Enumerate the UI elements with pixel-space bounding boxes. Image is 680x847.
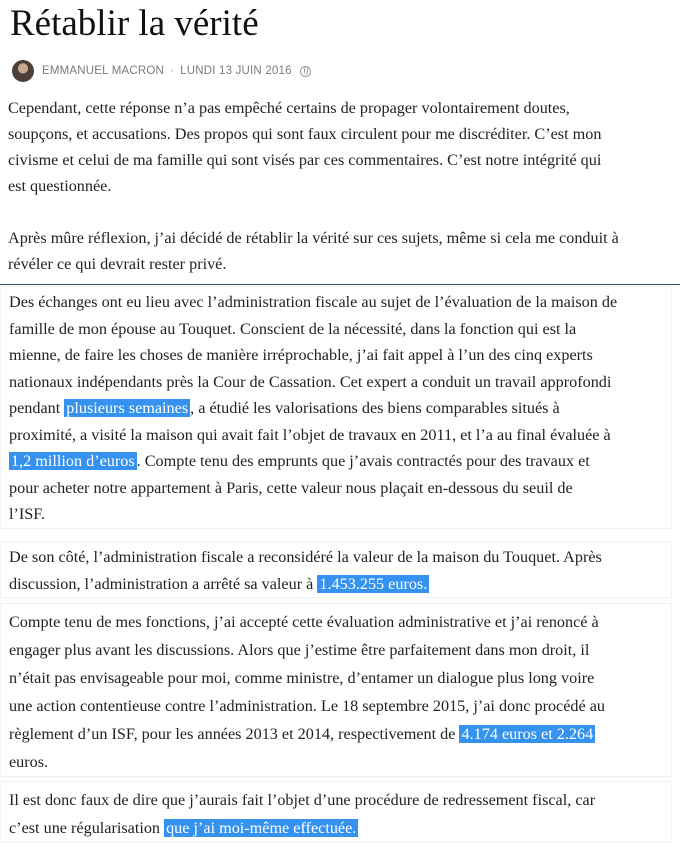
text-fragment: pendant: [9, 399, 65, 417]
highlight-self-regularisation[interactable]: que j’ai moi-même effectuée.: [166, 819, 357, 837]
text-line: est questionnée.: [8, 177, 112, 195]
text-line: Cependant, cette réponse n’a pas empêché certains de propager volontairement doutes,: [8, 99, 570, 117]
text-line: [9, 720, 663, 748]
text-line: proximité, a visité la maison qui avait fait l’objet de travaux en 2011, et l’a au final évaluée à: [9, 425, 611, 444]
text-fragment: c’est une régularisation: [9, 819, 165, 837]
author-name[interactable]: EMMANUEL MACRON: [42, 65, 165, 77]
text-line: euros.: [9, 753, 49, 771]
text-line: De son côté, l’administration fiscale a reconsidéré la valeur de la maison du Touquet. Après: [9, 548, 602, 566]
text-line: Après mûre réflexion, j’ai décidé de rétablir la vérité sur ces sujets, même si cela me conduit à: [8, 229, 619, 247]
payment-paragraph: [0, 603, 672, 777]
paragraph-gap: [8, 199, 666, 225]
highlight-valuation[interactable]: 1,2 million d’euros: [11, 452, 135, 470]
valuation-paragraph: [0, 286, 672, 529]
globe-icon: [300, 66, 311, 77]
administration-paragraph: [0, 541, 672, 598]
text-line: soupçons, et accusations. Des propos qui sont faux circulent pour me discréditer. C’est mon: [8, 125, 602, 143]
text-fragment: , a étudié les valorisations des biens comparables situés à: [190, 399, 560, 417]
highlight-isf-amounts[interactable]: 4.174 euros et 2.264: [461, 725, 594, 743]
text-line: civisme et celui de ma famille qui sont visés par ces commentaires. C’est notre intégrité qui: [8, 151, 602, 169]
section-divider: [0, 284, 680, 285]
byline-separator: ·: [170, 65, 175, 77]
text-line: l’ISF.: [9, 505, 46, 523]
conclusion-paragraph: [0, 781, 672, 843]
byline: [12, 58, 311, 84]
text-line: famille de mon épouse au Touquet. Conscient de la nécessité, dans la fonction qui est la: [9, 319, 577, 338]
text-line: [9, 571, 663, 598]
text-line: [9, 814, 663, 842]
text-line: nationaux indépendants près la Cour de Cassation. Cet expert a conduit un travail approfondi: [9, 372, 612, 391]
text-line: n’était pas envisageable pour moi, comme ministre, d’entamer un dialogue plus long voire: [9, 669, 595, 687]
text-fragment: . Compte tenu des emprunts que j’avais contractés pour des travaux et: [136, 452, 590, 470]
text-line: engager plus avant les discussions. Alors que j’estime être parfaitement dans mon droit, il: [9, 641, 590, 659]
text-line: mienne, de faire les choses de manière irréprochable, j’ai fait appel à l’un des cinq experts: [9, 346, 593, 364]
intro-block: [0, 88, 674, 284]
text-line: [9, 395, 663, 422]
article-title: Rétablir la vérité: [10, 3, 259, 44]
publish-date[interactable]: LUNDI 13 JUIN 2016: [180, 65, 292, 77]
author-avatar[interactable]: [12, 60, 34, 82]
text-line: [9, 448, 663, 475]
text-line: pour acheter notre appartement à Paris, cette valeur nous plaçait en-dessous du seuil de: [9, 478, 573, 497]
text-fragment: règlement d’un ISF, pour les années 2013 et 2014, respectivement de: [9, 725, 460, 743]
text-fragment: discussion, l’administration a arrêté sa valeur à: [9, 574, 318, 593]
highlight-admin-value[interactable]: 1.453.255 euros.: [319, 574, 428, 593]
text-line: une action contentieuse contre l’administration. Le 18 septembre 2015, j’ai donc procédé au: [9, 697, 606, 715]
text-line: Compte tenu de mes fonctions, j’ai accepté cette évaluation administrative et j’ai renoncé à: [9, 613, 599, 631]
text-line: révéler ce qui devrait rester privé.: [8, 255, 227, 273]
highlight-duration[interactable]: plusieurs semaines: [66, 399, 189, 417]
text-line: Il est donc faux de dire que j’aurais fait l’objet d’une procédure de redressement fiscal, car: [9, 791, 596, 809]
text-line: Des échanges ont eu lieu avec l’administration fiscale au sujet de l’évaluation de la maison de: [9, 293, 618, 311]
